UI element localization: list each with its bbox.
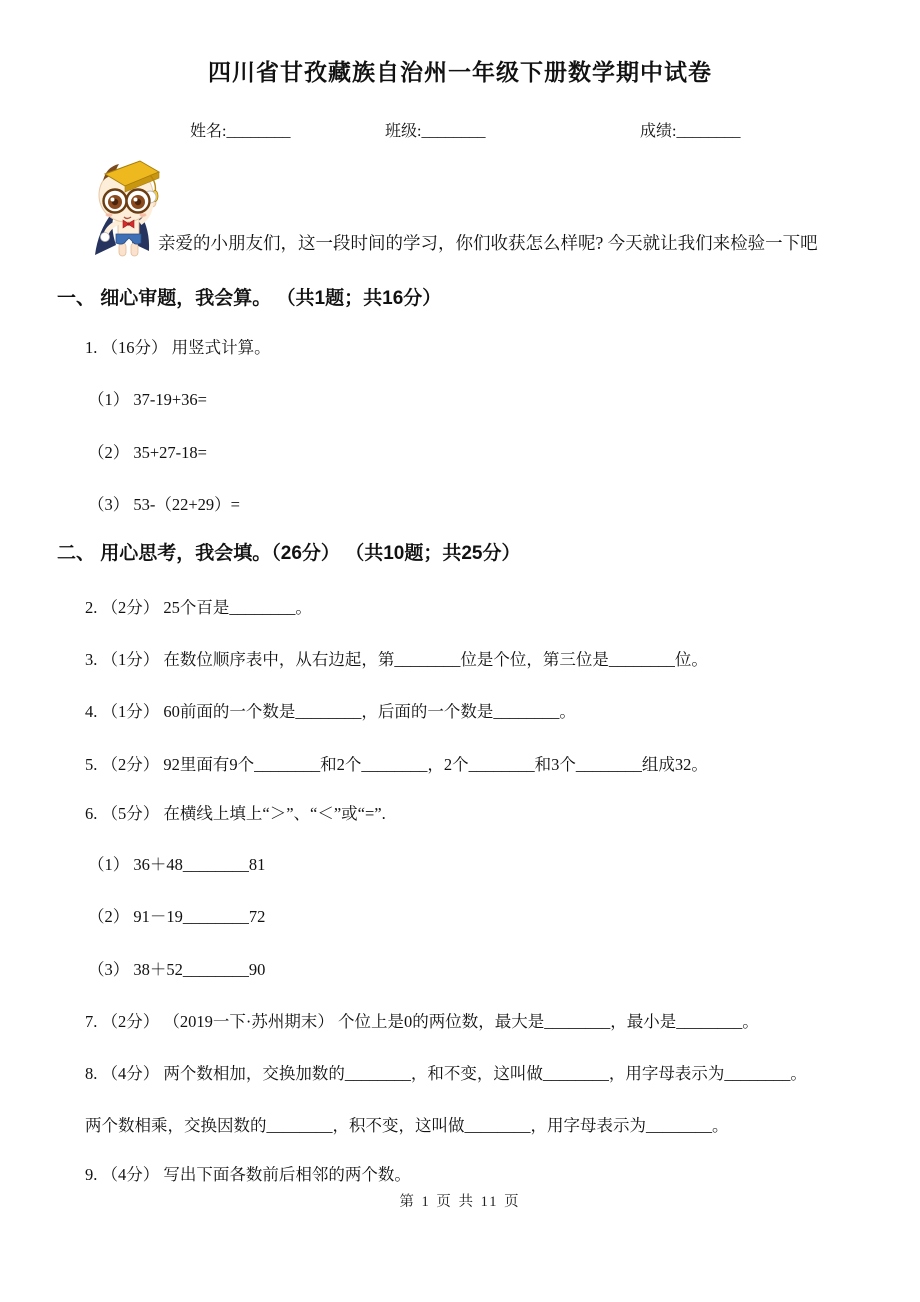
question-1-part-1: （1） 37-19+36= (88, 390, 207, 409)
question-1-part-2: （2） 35+27-18= (88, 443, 207, 462)
question-7: 7. （2分） （2019一下·苏州期末） 个位上是0的两位数，最大是________，最小是________。 (85, 1012, 759, 1031)
question-6-part-2: （2） 91－19________72 (88, 907, 266, 926)
page-number-footer: 第 1 页 共 11 页 (399, 1194, 521, 1210)
question-9: 9. （4分） 写出下面各数前后相邻的两个数。 (85, 1165, 411, 1184)
question-1-part-3: （3） 53-（22+29）= (88, 495, 240, 514)
score-blank-field: 成绩:________ (640, 123, 741, 140)
question-8-line-2: 两个数相乘，交换因数的________，积不变，这叫做________，用字母表示为________。 (85, 1116, 729, 1135)
question-1: 1. （16分） 用竖式计算。 (85, 338, 271, 357)
question-2: 2. （2分） 25个百是________。 (85, 598, 312, 617)
graduate-kid-mascot-icon (88, 157, 168, 263)
class-blank-field: 班级:________ (385, 123, 486, 140)
section-two-heading: 二、 用心思考，我会填。（26分） （共10题；共25分） (57, 543, 521, 564)
question-6-part-1: （1） 36＋48________81 (88, 855, 266, 874)
question-4: 4. （1分） 60前面的一个数是________，后面的一个数是________。 (85, 702, 576, 721)
question-6-part-3: （3） 38＋52________90 (88, 960, 266, 979)
question-3: 3. （1分） 在数位顺序表中，从右边起，第________位是个位，第三位是________位。 (85, 650, 708, 669)
question-5: 5. （2分） 92里面有9个________和2个________，2个________和3个________组成32。 (85, 755, 708, 774)
name-blank-field: 姓名:________ (190, 123, 291, 140)
question-6: 6. （5分） 在横线上填上“＞”、“＜”或“=”. (85, 804, 386, 823)
question-8: 8. （4分） 两个数相加，交换加数的________，和不变，这叫做________，用字母表示为________。 (85, 1064, 807, 1083)
section-one-heading: 一、 细心审题，我会算。 （共1题；共16分） (57, 288, 442, 309)
intro-text: 亲爱的小朋友们，这一段时间的学习，你们收获怎么样呢? 今天就让我们来检验一下吧 (158, 233, 818, 253)
page-title: 四川省甘孜藏族自治州一年级下册数学期中试卷 (208, 59, 712, 85)
